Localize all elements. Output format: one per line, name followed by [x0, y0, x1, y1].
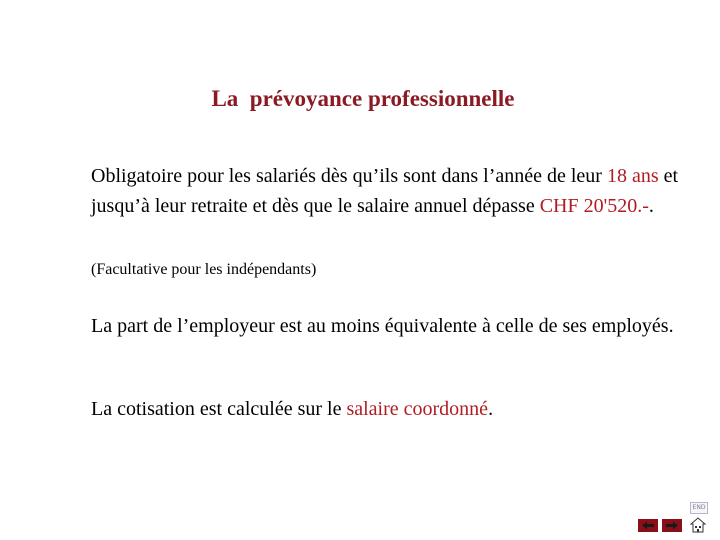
- salary-highlight: salaire coordonné: [346, 398, 489, 420]
- amount-highlight: CHF 20'520.-: [539, 195, 649, 217]
- previous-button[interactable]: [638, 519, 658, 532]
- paragraph-optional-note: (Facultative pour les indépendants): [91, 261, 317, 278]
- end-button[interactable]: END: [690, 502, 708, 514]
- paragraph-contribution: [91, 394, 691, 424]
- slide-title: La prévoyance professionnelle: [211, 86, 515, 111]
- home-button[interactable]: [690, 517, 706, 533]
- age-highlight: 18 ans: [606, 165, 659, 187]
- paragraph-text: .: [648, 195, 654, 217]
- paragraph-text: Obligatoire pour les salariés dès qu’ils sont dans l’année de leur: [91, 165, 607, 187]
- next-button[interactable]: [662, 519, 682, 532]
- home-icon: [690, 517, 706, 533]
- paragraph-text: La cotisation est calculée sur le: [91, 398, 347, 420]
- paragraph-text: .: [488, 398, 494, 420]
- arrow-right-icon: [666, 521, 678, 530]
- arrow-left-icon: [642, 521, 654, 530]
- paragraph-text: et jusqu’à leur retraite et dès que le salaire annuel dépasse: [91, 165, 679, 217]
- paragraph-employer-share: La part de l’employeur est au moins équivalente à celle de ses employés.: [91, 315, 674, 337]
- paragraph-obligation: [91, 161, 691, 221]
